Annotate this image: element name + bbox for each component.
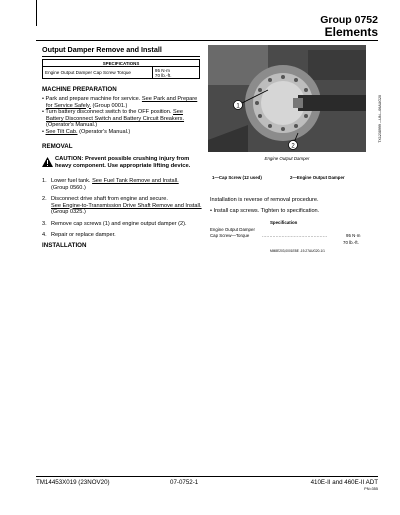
list-item: • Park and prepare machine for service. See Park and Prepare for Service Safely. (Group 0001.) <box>42 96 198 109</box>
spec-item: Engine Output Damper Cap Screw Torque <box>43 67 153 79</box>
caution-text: CAUTION: Prevent possible crushing injury from heavy component. Use appropriate lifting device. <box>55 156 191 169</box>
spec-value-imperial: 70 lb.-ft. <box>154 72 172 78</box>
footer-page-number: PN=355 <box>364 487 378 491</box>
removal-heading: REMOVAL <box>42 143 73 150</box>
spec-value-metric: 95 N·m <box>346 233 361 238</box>
figure-side-ref: TX1238999 —UN—06AUG20 <box>378 95 382 143</box>
step-2: 2. Disconnect drive shaft from engine and secure. See Engine-to-Transmission Drive Shaft Remove and Install. (Group 0325.) <box>42 196 202 216</box>
page-title: Output Damper Remove and Install <box>42 45 162 54</box>
specifications-heading: SPECIFICATIONS <box>43 60 200 67</box>
spec-value-imperial: 70 lb.-ft. <box>343 240 359 245</box>
footer-manual-id: TM14453X019 (23NOV20) <box>36 479 110 486</box>
legend-cap-screw: 1—Cap Screw (12 used) <box>212 175 262 180</box>
spec-item-name: Engine Output Damper <box>210 227 255 232</box>
document-reference: MM8E203,0001EBE -19-27AUG20-1/1 <box>270 249 325 253</box>
spec-heading: Specification <box>270 220 298 225</box>
spec-label: Cap Screw—Torque <box>210 233 250 238</box>
install-intro: Installation is reverse of removal procedure. <box>210 197 319 203</box>
machine-prep-heading: MACHINE PREPARATION <box>42 86 117 93</box>
step-1: 1. Lower fuel tank. See Fuel Tank Remove and Install. (Group 0560.) <box>42 178 179 191</box>
step-3: 3. Remove cap screws (1) and engine output damper (2). <box>42 221 187 227</box>
list-item: • See Tilt Cab. (Operator's Manual.) <box>42 128 131 135</box>
header-rule <box>36 0 37 26</box>
link-fuel-tank[interactable]: See Fuel Tank Remove and Install. <box>92 178 179 184</box>
callout-2: 2 <box>291 143 295 150</box>
title-underline <box>42 56 200 57</box>
installation-heading: INSTALLATION <box>42 242 87 249</box>
legend-output-damper: 2—Engine Output Damper <box>290 175 345 180</box>
spec-value-metric: 95 N·m <box>154 67 170 73</box>
link-park-prepare[interactable]: See Park and Prepare for Service Safely. <box>46 96 198 109</box>
callout-1: 1 <box>236 103 240 110</box>
caution-block <box>42 156 202 169</box>
figure-caption: Engine Output Damper <box>264 156 310 161</box>
spec-leader-dots: ........................................... <box>262 233 328 238</box>
link-tilt-cab[interactable]: See Tilt Cab. <box>45 128 78 135</box>
table-row <box>43 67 200 79</box>
header-divider <box>36 40 378 41</box>
spec-value <box>152 67 199 79</box>
footer-model: 410E-II and 460E-II ADT <box>310 479 378 486</box>
warning-icon <box>42 157 53 167</box>
engine-output-damper-photo <box>208 45 366 152</box>
install-bullet: • Install cap screws. Tighten to specification. <box>210 208 320 214</box>
group-number: Group 0752 <box>320 14 378 26</box>
engine-illustration <box>208 45 366 152</box>
step-4: 4. Repair or replace damper. <box>42 232 116 238</box>
list-item: • Turn battery disconnect switch to the OFF position. See Battery Disconnect Switch and Battery Circuit Breakers. (Operator's Manual.) <box>42 109 185 129</box>
link-battery-disconnect[interactable]: See Battery Disconnect Switch and Battery Circuit Breakers. <box>46 109 185 122</box>
link-drive-shaft[interactable]: See Engine-to-Transmission Drive Shaft Remove and Install. <box>51 202 202 209</box>
section-title: Elements <box>324 25 378 39</box>
specifications-table <box>42 59 200 79</box>
machine-prep-list <box>42 96 202 136</box>
footer-page-id: 07-0752-1 <box>170 479 199 486</box>
footer-divider <box>36 476 378 477</box>
